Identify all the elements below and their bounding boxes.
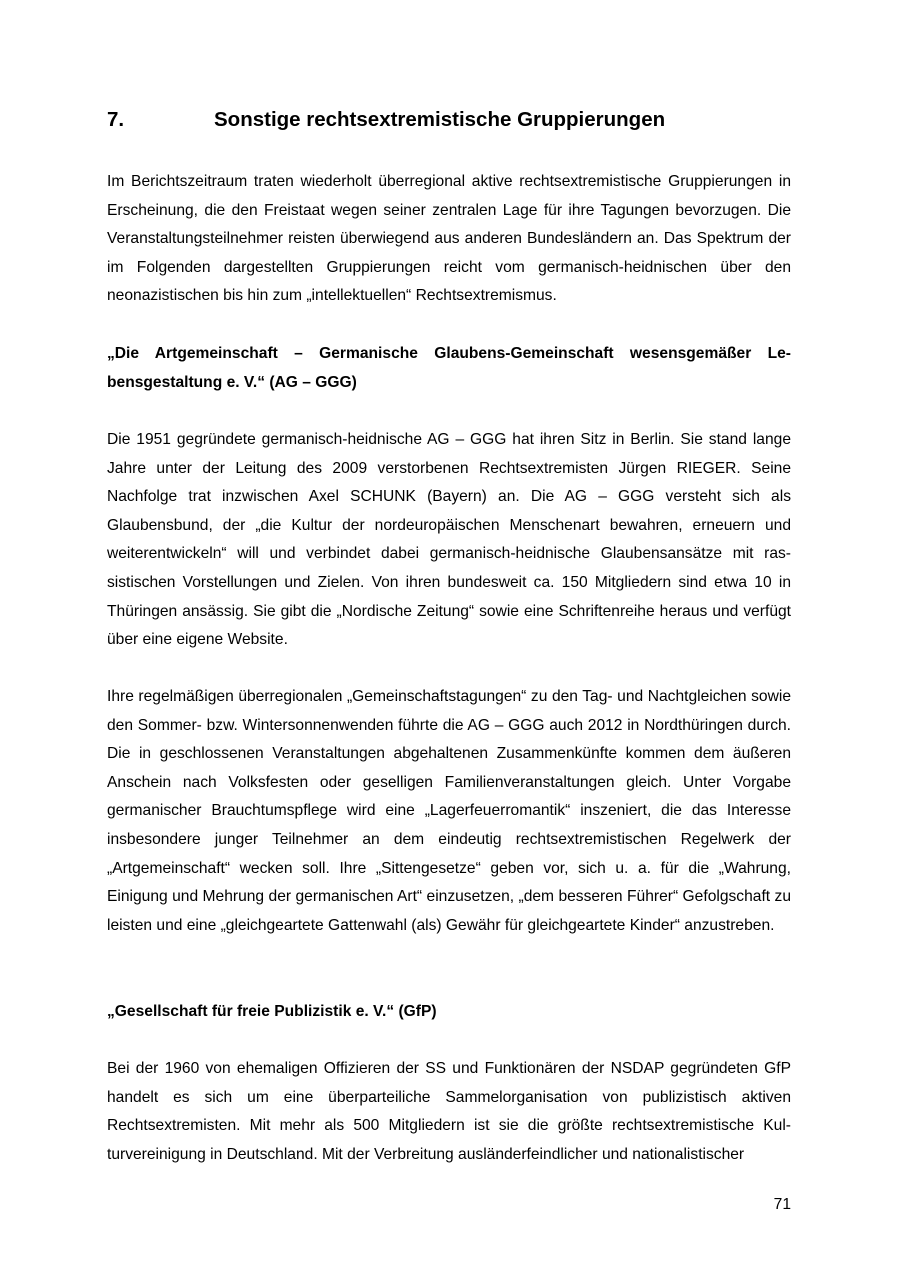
section-gfp-paragraph-1: Bei der 1960 von ehemaligen Offizieren der SS und Funktionären der NSDAP gegründeten GfP handelt es sich um eine überparteiliche Sammelorganisation von publizistisch aktiven Rechtsextremisten. Mit mehr als 500 Mitgliedern ist sie die größte rechtsextremistische Kulturvereinigung in Deutschland. Mit der Verbreitung ausländerfeindlicher und nationalistischer [107, 1060, 791, 1163]
section-ag-paragraph-2: Ihre regelmäßigen überregionalen „Gemeinschaftstagungen“ zu den Tag- und Nachtgleichen sowie den Sommer- bzw. Wintersonnenwenden führte die AG – GGG auch 2012 in Nordthüringen durch. Die in geschlossenen Veranstaltungen abgehaltenen Zusammenkünfte kommen dem äußeren Anschein nach Volksfesten oder geselligen Familienveranstaltungen gleich. Unter Vorgabe germanischer Brauchtumspflege wird eine „Lagerfeuerromantik“ inszeniert, die das Interesse insbesondere junger Teilnehmer an dem eindeutig rechtsextremistischen Regelwerk der „Artgemeinschaft“ wecken soll. Ihre „Sittengesetze“ geben vor, sich u. a. für die „Wahrung, Einigung und Mehrung der germanischen Art“ einzusetzen, „dem besseren Führer“ Gefolgschaft zu leisten und eine „gleichgeartete Gattenwahl (als) Gewähr für gleichgeartete Kinder“ anzustreben. [107, 688, 791, 934]
section-gfp-paragraph-1-block [107, 1055, 791, 1169]
chapter-heading [107, 107, 791, 133]
intro-block [107, 168, 791, 311]
section-ag-heading [107, 340, 791, 397]
section-ag-paragraph-2-block [107, 683, 791, 940]
section-gfp-heading-text: „Gesellschaft für freie Publizistik e. V.“ (GfP) [107, 1003, 437, 1020]
page-number: 71 [773, 1196, 791, 1213]
chapter-title: Sonstige rechtsextremistische Gruppierungen [214, 108, 666, 131]
section-ag-paragraph-1: Die 1951 gegründete germanisch-heidnische AG – GGG hat ihren Sitz in Berlin. Sie stand lange Jahre unter der Leitung des 2009 verstorbenen Rechtsextremisten Jürgen RIEGER. Seine Nachfolge trat inzwischen Axel SCHUNK (Bayern) an. Die AG – GGG versteht sich als Glaubensbund, der „die Kultur der nordeuropäischen Menschenart bewahren, erneuern und weiterentwickeln“ will und verbindet dabei germanisch-heidnische Glaubensansätze mit rassistischen Vorstellungen und Zielen. Von ihren bundesweit ca. 150 Mitgliedern sind etwa 10 in Thüringen ansässig. Sie gibt die „Nordische Zeitung“ sowie eine Schriftenreihe heraus und verfügt über eine eigene Website. [107, 431, 791, 649]
section-ag-paragraph-1-block [107, 426, 791, 655]
chapter-number: 7. [107, 108, 125, 131]
document-page [107, 0, 791, 1272]
section-gfp-heading [107, 998, 791, 1027]
intro-paragraph: Im Berichtszeitraum traten wiederholt überregional aktive rechtsextremistische Gruppierungen in Erscheinung, die den Freistaat wegen seiner zentralen Lage für ihre Tagungen bevorzugen. Die Veranstaltungsteilnehmer reisten überwiegend aus anderen Bundesländern an. Das Spektrum der im Folgenden dargestellten Gruppierungen reicht vom germanisch-heidnischen über den neonazistischen bis hin zum „intellektuellen“ Rechtsextremismus. [107, 173, 791, 305]
section-ag-heading-text: „Die Artgemeinschaft – Germanische Glaubens-Gemeinschaft wesensgemäßer Lebensgestaltung e. V.“ (AG – GGG) [107, 345, 791, 391]
